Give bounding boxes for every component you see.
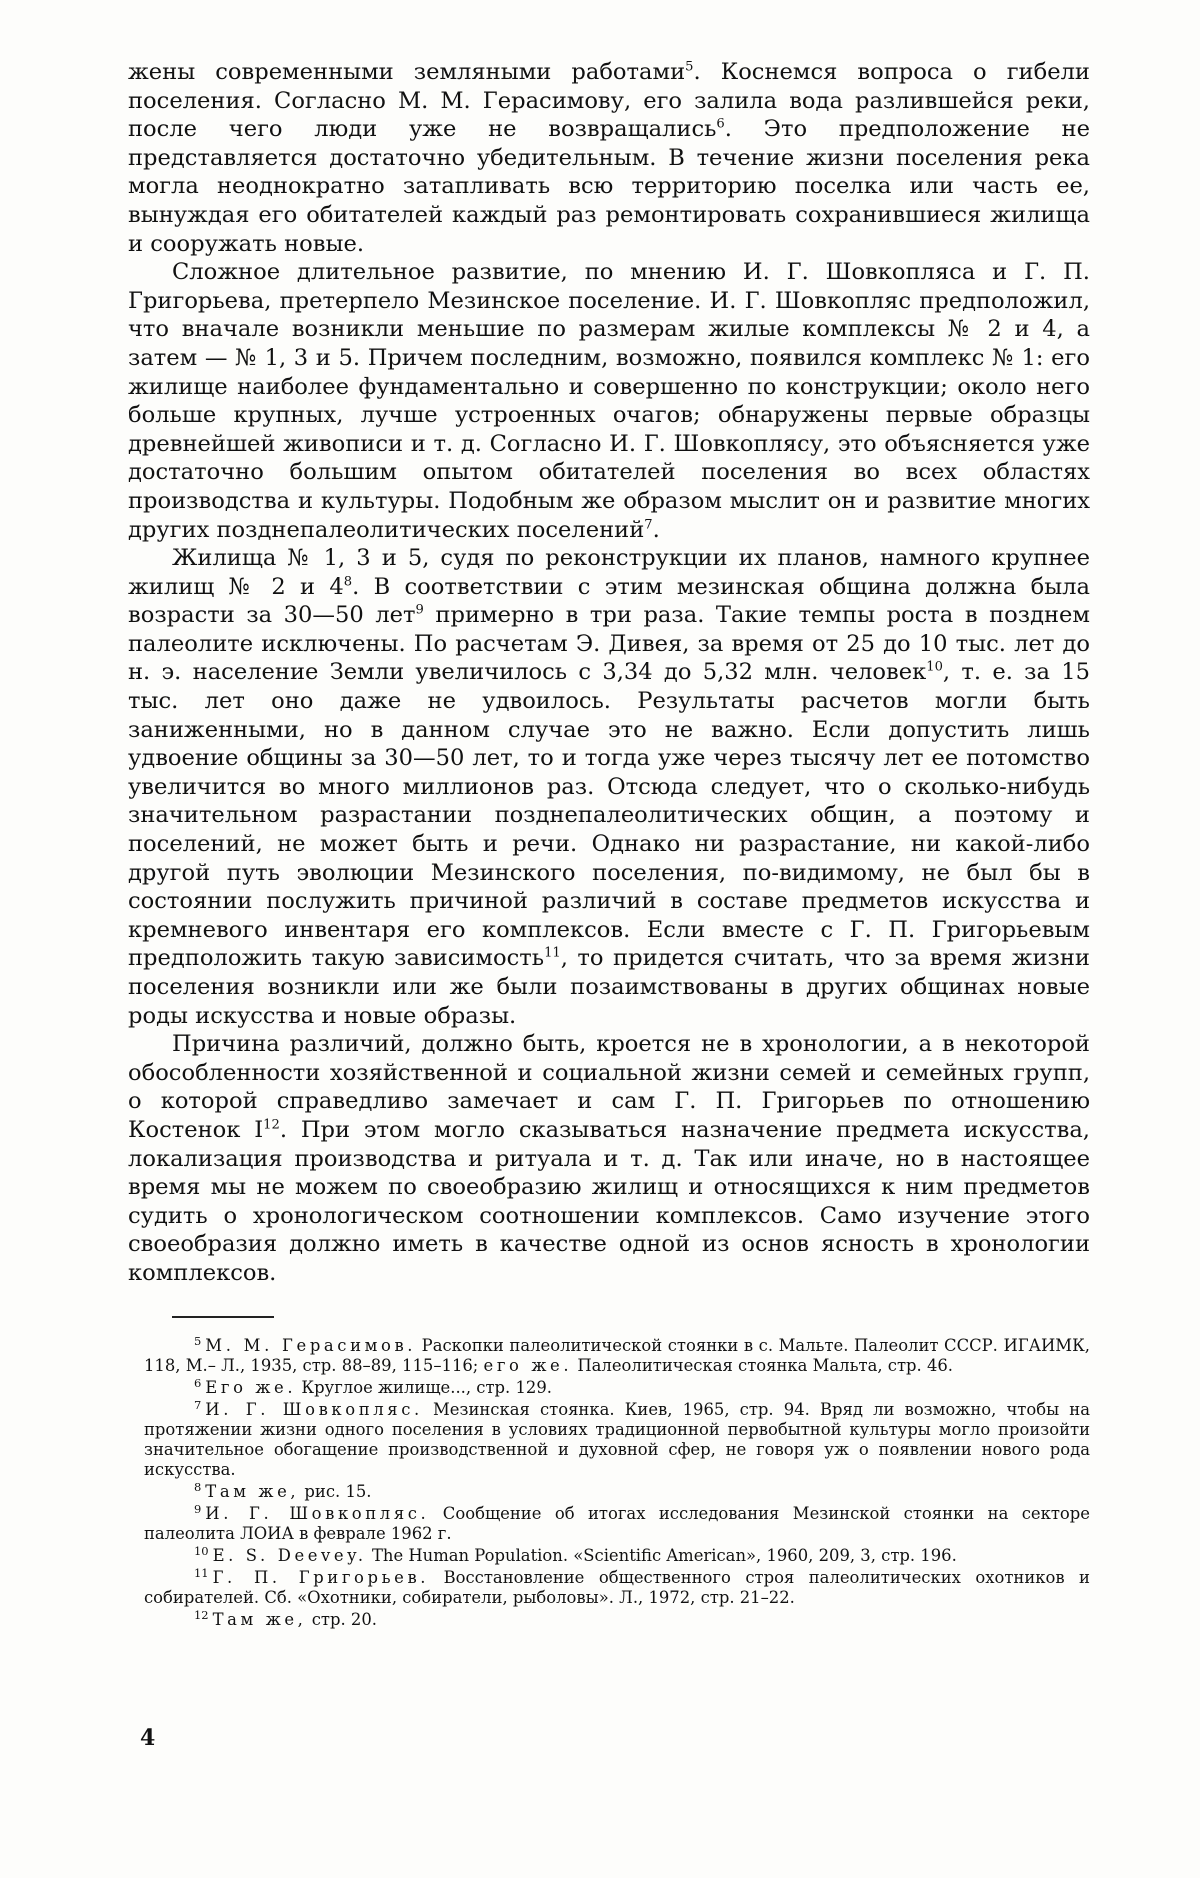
paragraph-3: Жилища № 1, 3 и 5, судя по реконструкции их планов, намного крупнее жилищ № 2 и $4^8$. В соответствии с этим мезинская община должна была возрасти за 30—50 лет$^9$ примерно в три раза. Такие темпы роста в позднем палеолите исключены. По расчетам Э. Дивея, за время от 25 до 10 тыс. лет до н. э. население Земли увеличилось с 3,34 до 5,32 млн. человек$^{10}$, т. е. за 15 тыс. лет оно даже не удвоилось. Результаты расчетов могли быть заниженными, но в данном случае это не важно. Если допустить лишь удвоение общины за 30—50 лет, то и тогда уже через тысячу лет ее потомство увеличится во много миллионов раз. Отсюда следует, что о сколько-нибудь значительном разрастании позднепалеолитических общин, а поэтому и поселений, не может быть и речи. Однако ни разрастание, ни какой-либо другой путь эволюции Мезинского поселения, по-видимому, не был бы в состоянии послужить причиной различий в составе предметов искусства и кремневого инвентаря его комплексов. Если вместе с Г. П. Григорьевым предположить такую зависимость$^{11}$, то придется считать, что за время жизни поселения возникли или же были позаимствованы в других общинах новые роды искусства и новые образы. [128,545,1091,1029]
footnote-6: $^6$ Его же. Круглое жилище..., стр. 129. [194,1375,552,1397]
main-text [128,58,1090,1288]
footnote-ref: 5 [685,59,694,75]
footnote-ref: 10 [926,659,943,675]
footnote-ref: 11 [544,945,561,961]
footnote-ref: 7 [644,516,653,532]
footnote-8: $^8$ Там же, рис. 15. [194,1479,372,1501]
footnote-9: $^9$ И. Г. Шовкопляс. Сообщение об итогах исследования Мезинской стоянки на секторе палеолита ЛОИА в феврале 1962 г. [144,1501,1090,1543]
footnote-ref: 6 [716,116,725,132]
page-number: 4 [140,1725,156,1751]
footnote-divider [172,1316,274,1318]
footnote-10: $^{10}$ E. S. Deevey. The Human Population. «Scientific American», 1960, 209, 3, стр. 196. [194,1543,957,1565]
paragraph-2: Сложное длительное развитие, по мнению И. Г. Шовкопляса и Г. П. Григорьева, претерпело Мезинское поселение. И. Г. Шовкопляс предположил, что вначале возникли меньшие по размерам жилые комплексы № 2 и 4, а затем — № 1, 3 и 5. Причем последним, возможно, появился комплекс № 1: его жилище наиболее фундаментально и совершенно по конструкции; около него больше крупных, лучше устроенных очагов; обнаружены первые образцы древнейшей живописи и т. д. Согласно И. Г. Шовкоплясу, это объясняется уже достаточно большим опытом обитателей поселения во всех областях производства и культуры. Подобным же образом мыслит он и развитие многих других позднепалеолитических поселений$^7$. [128,259,1090,543]
paragraph-4: Причина различий, должно быть, кроется не в хронологии, а в некоторой обособленности хозяйственной и социальной жизни семей и семейных групп, о которой справедливо замечает и сам Г. П. Григорьев по отношению Костенок $I^{12}$. При этом могло сказываться назначение предмета искусства, локализация производства и ритуала и т. д. Так или иначе, но в настоящее время мы не можем по своеобразию жилищ и относящихся к ним предметов судить о хронологическом соотношении комплексов. Само изучение этого своеобразия должно иметь в качестве одной из основ ясность в хронологии комплексов. [128,1031,1090,1286]
footnote-5: $^5$ М. М. Герасимов. Раскопки палеолитической стоянки в с. Мальте. Палеолит СССР. ИГАИМК, 118, М.– Л., 1935, стр. 88–89, 115–116; его же. Палеолитическая стоянка Мальта, стр. 46. [144,1333,1090,1375]
paragraph-1: жены современными земляными работами$^5$. Коснемся вопроса о гибели поселения. Согласно М. М. Герасимову, его залила вода разлившейся реки, после чего люди уже не возвращались$^6$. Это предположение не представляется достаточно убедительным. В течение жизни поселения река могла неоднократно затапливать всю территорию поселка или часть ее, вынуждая его обитателей каждый раз ремонтировать сохранившиеся жилища и сооружать новые. [128,59,1090,257]
footnote-11: $^{11}$ Г. П. Григорьев. Восстановление общественного строя палеолитических охотников и собирателей. Сб. «Охотники, собиратели, рыболовы». Л., 1972, стр. 21–22. [144,1565,1090,1607]
footnote-ref: 12 [263,1117,280,1133]
footnote-7: $^7$ И. Г. Шовкопляс. Мезинская стоянка. Киев, 1965, стр. 94. Вряд ли возможно, чтобы на протяжении жизни одного поселения в условиях традиционной первобытной культуры могло произойти значительное обогащение производственной и духовной сфер, не говоря уж о появлении нового рода искусства. [144,1397,1090,1479]
footnote-ref: 9 [415,602,424,618]
footnote-12: $^{12}$ Там же, стр. 20. [194,1607,377,1629]
footnote-ref: 8 [343,574,353,590]
footnotes [144,1333,1090,1632]
